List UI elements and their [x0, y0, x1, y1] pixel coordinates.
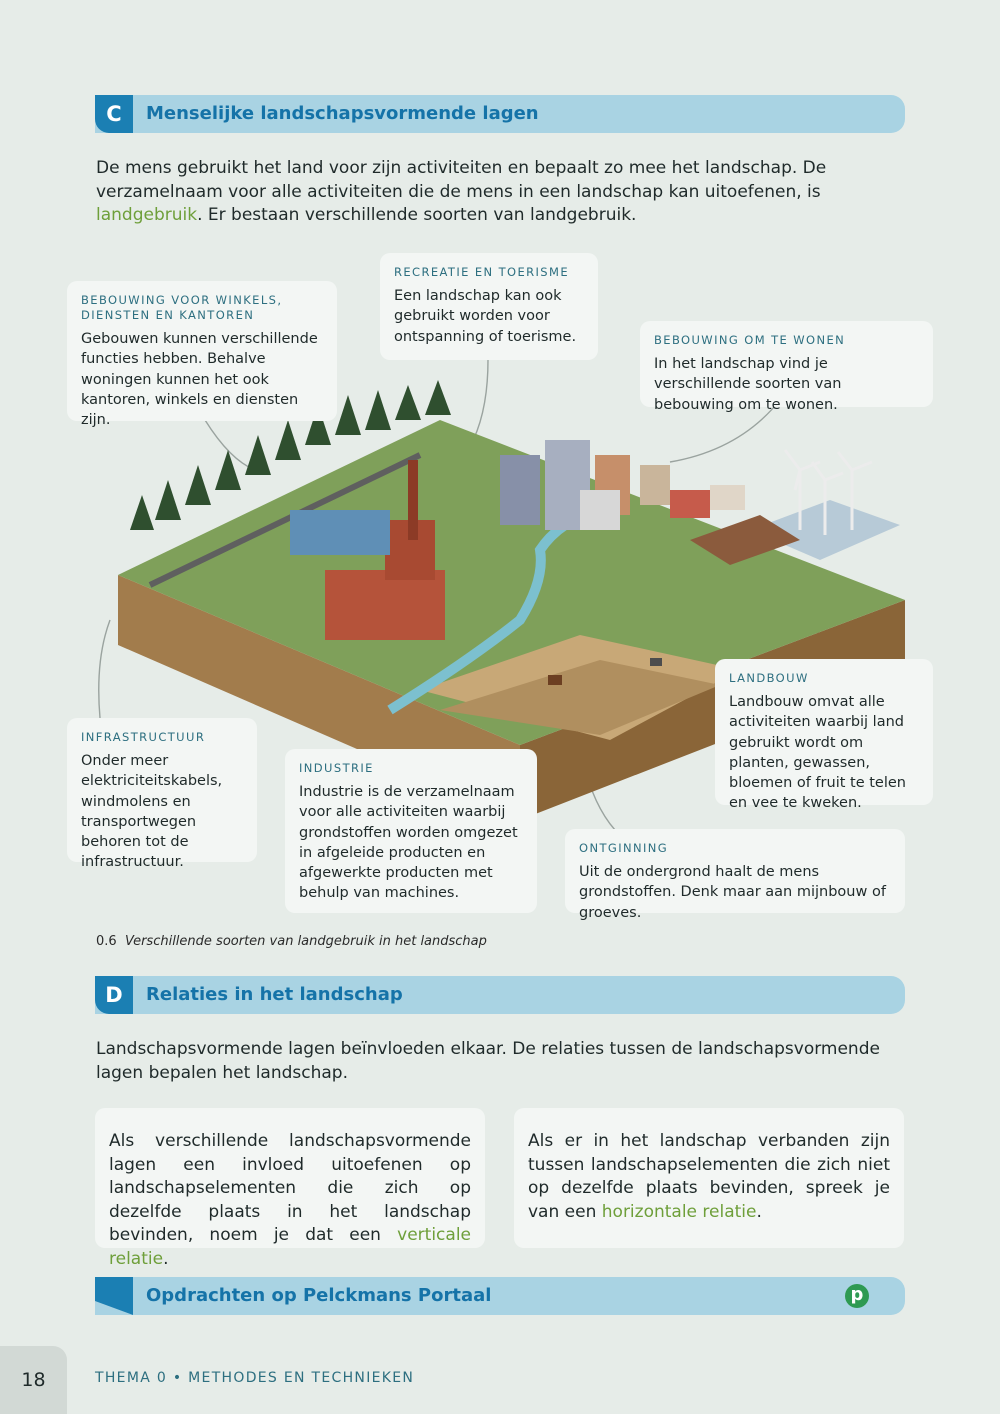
footer-theme-title: METHODES EN TECHNIEKEN — [188, 1370, 415, 1386]
factory-chimney — [408, 460, 418, 540]
figure-caption-text: Verschillende soorten van landgebruik in het landschap — [124, 934, 487, 949]
intro-text-end: . Er bestaan verschillende soorten van landgebruik. — [197, 205, 637, 225]
callout-tag: BEBOUWING OM TE WONEN — [654, 333, 846, 347]
footer-theme-number: 0 — [156, 1370, 168, 1386]
card-text-end: . — [163, 1248, 169, 1269]
card-text: Als er in het landschap verbanden zijn tussen landschapselementen die zich niet op dezelfde plaats bevinden, spreek je van een — [528, 1131, 890, 1222]
pelckmans-logo-icon[interactable]: p — [845, 1284, 869, 1308]
section-c-intro — [96, 157, 911, 228]
section-d-title: Relaties in het landschap — [146, 984, 403, 1005]
callout-tag: RECREATIE EN TOERISME — [394, 265, 569, 279]
callout-tag: LANDBOUW — [729, 671, 809, 685]
footer-theme — [95, 1370, 414, 1386]
section-c-title: Menselijke landschapsvormende lagen — [146, 103, 539, 124]
callout-ontginning — [565, 829, 905, 921]
callout-bebouwing-wonen — [640, 321, 933, 413]
callout-body: Industrie is de verzamelnaam voor alle activiteiten waarbij grondstoffen worden omgezet in afgeleide producten en afgewerkte producten met behulp van machines. — [299, 784, 518, 902]
section-c-letter: C — [95, 95, 133, 133]
card-text: Als verschillende landschapsvormende lagen een invloed uitoefenen op landschapselementen die zich op dezelfde plaats in het landschap bevinden, noem je dat een — [109, 1131, 471, 1245]
portal-bar[interactable] — [95, 1277, 905, 1315]
callout-industrie — [285, 749, 537, 913]
leader-line-infrastructuur — [99, 620, 110, 718]
section-c-header — [95, 95, 905, 133]
portal-corner-icon — [95, 1277, 133, 1315]
callout-tag: INDUSTRIE — [299, 761, 374, 775]
figure-number: 0.6 — [96, 934, 117, 949]
excavator — [548, 675, 562, 685]
portal-title[interactable]: Opdrachten op Pelckmans Portaal — [146, 1285, 492, 1306]
intro-text: De mens gebruikt het land voor zijn activiteiten en bepaalt zo mee het landschap. De verzamelnaam voor alle activiteiten die de mens in een landschap kan uitoefenen, is — [96, 158, 827, 202]
callout-tag: ONTGINNING — [579, 841, 669, 855]
callout-body: In het landschap vind je verschillende soorten van bebouwing om te wonen. — [654, 356, 842, 413]
callout-tag: INFRASTRUCTUUR — [81, 730, 206, 744]
house — [670, 490, 710, 518]
term-landgebruik: landgebruik — [96, 205, 198, 225]
callout-landbouw — [715, 659, 933, 812]
callout-body: Een landschap kan ook gebruikt worden voor ontspanning of toerisme. — [394, 288, 577, 345]
callout-infrastructuur — [67, 718, 257, 871]
section-d-letter: D — [95, 976, 133, 1014]
footer-bullet: • — [172, 1370, 183, 1386]
factory-building — [325, 570, 445, 640]
figure-caption — [96, 934, 487, 949]
callout-recreatie — [380, 253, 598, 360]
card-verticale-relatie — [95, 1108, 485, 1269]
section-d-header — [95, 976, 905, 1014]
city-tower — [500, 455, 540, 525]
term-horizontale-relatie: horizontale relatie — [601, 1201, 757, 1222]
callout-bebouwing-winkels — [67, 281, 337, 429]
callout-body: Gebouwen kunnen verschillende functies hebben. Behalve woningen kunnen het ook kantoren, winkels en diensten zijn. — [81, 331, 318, 429]
callout-body: Uit de ondergrond haalt de mens grondstoffen. Denk maar aan mijnbouw of groeves. — [579, 864, 886, 921]
page-number: 18 — [0, 1346, 67, 1414]
office-building — [290, 510, 390, 555]
card-text-end: . — [756, 1201, 762, 1222]
callout-body: Landbouw omvat alle activiteiten waarbij land gebruikt wordt om planten, gewassen, bloemen of fruit te telen en vee te kweken. — [729, 694, 906, 812]
callout-body: Onder meer elektriciteitskabels, windmolens en transportwegen behoren tot de infrastructuur. — [81, 753, 223, 871]
term-verticale-relatie: verticale relatie — [109, 1225, 471, 1269]
card-horizontale-relatie — [514, 1108, 904, 1248]
callout-tag: BEBOUWING VOOR WINKELS, DIENSTEN EN KANTOREN — [81, 293, 283, 322]
section-d-intro: Landschapsvormende lagen beïnvloeden elkaar. De relaties tussen de landschapsvormende lagen bepalen het landschap. — [96, 1039, 880, 1083]
footer-theme-label: THEMA — [95, 1370, 152, 1386]
